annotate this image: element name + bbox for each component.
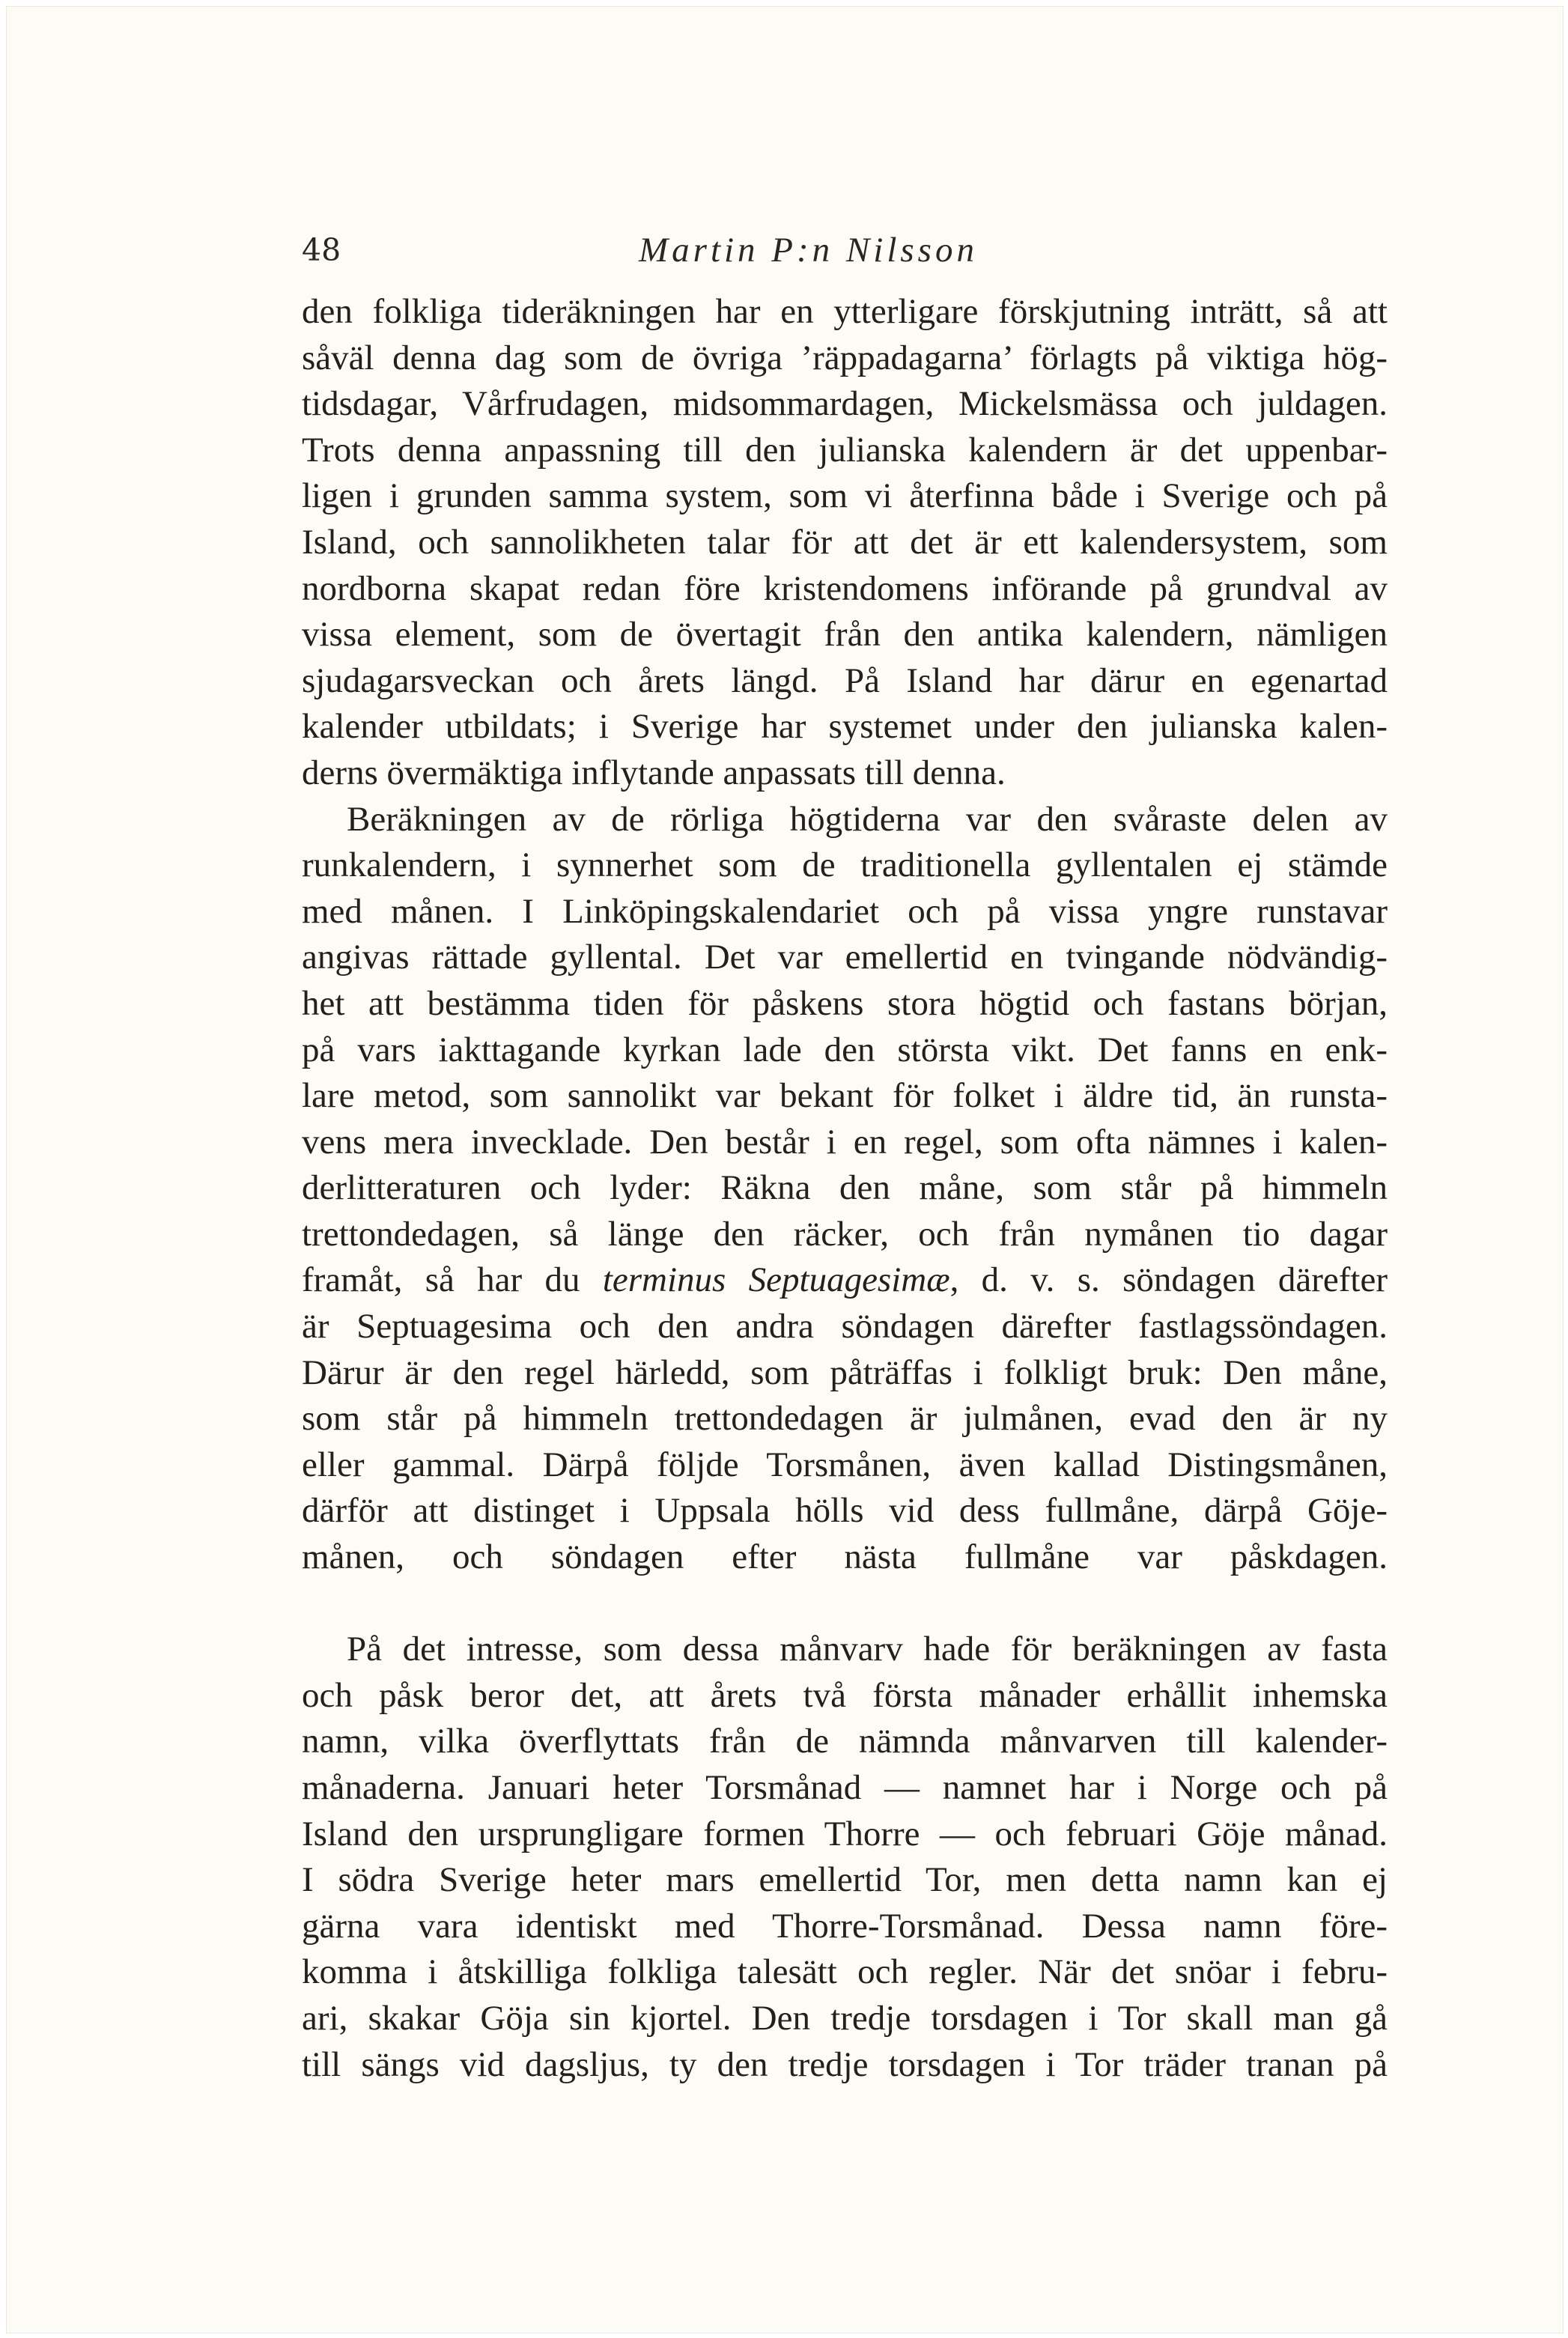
text-line bbox=[302, 1581, 1388, 1627]
text-line: tidsdagar, Vårfrudagen, midsommardagen, Mickelsmässa och juldagen. bbox=[302, 384, 1388, 424]
text-line: angivas rättade gyllental. Det var emellertid en tvingande nödvändig- bbox=[302, 938, 1388, 977]
text-line: derlitteraturen och lyder: Räkna den måne, som står på himmeln bbox=[302, 1168, 1388, 1208]
text-line: På det intresse, som dessa månvarv hade för beräkningen av fasta bbox=[347, 1630, 1388, 1669]
text-line: ligen i grunden samma system, som vi återfinna både i Sverige och på bbox=[302, 476, 1388, 516]
text-line: framåt, så har du terminus Septuagesimæ, d. v. s. söndagen därefter bbox=[302, 1260, 1388, 1300]
text-line: Island, och sannolikheten talar för att det är ett kalendersystem, som bbox=[302, 522, 1388, 562]
body-text bbox=[302, 289, 1388, 2088]
text-line: ari, skakar Göja sin kjortel. Den tredje torsdagen i Tor skall man gå bbox=[302, 1998, 1388, 2038]
text-line: på vars iakttagande kyrkan lade den största vikt. Det fanns en enk- bbox=[302, 1030, 1388, 1069]
page-header bbox=[302, 226, 1399, 274]
text-line: såväl denna dag som de övriga ’räppadagarna’ förlagts på viktiga hög- bbox=[302, 338, 1388, 377]
text-line: till sängs vid dagsljus, ty den tredje torsdagen i Tor träder tranan på bbox=[302, 2044, 1388, 2084]
text-line: vissa element, som de övertagit från den antika kalendern, nämligen bbox=[302, 615, 1388, 655]
text-line: Trots denna anpassning till den julianska kalendern är det uppenbar- bbox=[302, 430, 1388, 470]
text-line: komma i åtskilliga folkliga talesätt och regler. När det snöar i febru- bbox=[302, 1952, 1388, 1992]
text-line: runkalendern, i synnerhet som de traditionella gyllentalen ej stämde bbox=[302, 845, 1388, 885]
text-line: sjudagarsveckan och årets längd. På Island har därur en egenartad bbox=[302, 661, 1388, 700]
text-line: derns övermäktiga inflytande anpassats till denna. bbox=[302, 753, 1006, 792]
text-line: gärna vara identiskt med Thorre-Torsmånad. Dessa namn före- bbox=[302, 1906, 1388, 1946]
text-line: kalender utbildats; i Sverige har systemet under den julianska kalen- bbox=[302, 707, 1388, 747]
text-line: Beräkningen av de rörliga högtiderna var den svåraste delen av bbox=[347, 799, 1388, 839]
text-line: vens mera invecklade. Den består i en regel, som ofta nämnes i kalen- bbox=[302, 1122, 1388, 1162]
text-line: och påsk beror det, att årets två första månader erhållit inhemska bbox=[302, 1675, 1388, 1715]
paragraph bbox=[302, 1627, 1388, 2088]
text-line: månaderna. Januari heter Torsmånad — namnet har i Norge och på bbox=[302, 1768, 1388, 1807]
text-line: Därur är den regel härledd, som påträffas i folkligt bruk: Den måne, bbox=[302, 1352, 1388, 1392]
page-number: 48 bbox=[302, 232, 341, 268]
text-line: med månen. I Linköpingskalendariet och på vissa yngre runstavar bbox=[302, 891, 1388, 931]
running-head: Martin P:n Nilsson bbox=[639, 231, 978, 270]
text-line: nordborna skapat redan före kristendomens införande på grundval av bbox=[302, 568, 1388, 608]
paragraph bbox=[302, 289, 1388, 797]
paragraph bbox=[302, 797, 1388, 1627]
text-line: het att bestämma tiden för påskens stora högtid och fastans början, bbox=[302, 983, 1388, 1023]
text-line: I södra Sverige heter mars emellertid Tor, men detta namn kan ej bbox=[302, 1860, 1388, 1900]
text-line: Island den ursprungligare formen Thorre — och februari Göje månad. bbox=[302, 1814, 1388, 1853]
text-line: lare metod, som sannolikt var bekant för folket i äldre tid, än runsta- bbox=[302, 1076, 1388, 1116]
book-page bbox=[6, 6, 1564, 2334]
text-line: namn, vilka överflyttats från de nämnda månvarven till kalender- bbox=[302, 1722, 1388, 1761]
text-line: därför att distinget i Uppsala hölls vid dess fullmåne, därpå Göje- bbox=[302, 1491, 1388, 1531]
text-line: månen, och söndagen efter nästa fullmåne var påskdagen. bbox=[302, 1537, 1388, 1577]
text-line: eller gammal. Därpå följde Torsmånen, även kallad Distingsmånen, bbox=[302, 1445, 1388, 1484]
text-line: den folkliga tideräkningen har en ytterligare förskjutning inträtt, så att bbox=[302, 292, 1388, 331]
text-line: är Septuagesima och den andra söndagen därefter fastlagssöndagen. bbox=[302, 1307, 1388, 1346]
text-line: som står på himmeln trettondedagen är julmånen, evad den är ny bbox=[302, 1399, 1388, 1439]
text-line: trettondedagen, så länge den räcker, och från nymånen tio dagar bbox=[302, 1214, 1388, 1254]
